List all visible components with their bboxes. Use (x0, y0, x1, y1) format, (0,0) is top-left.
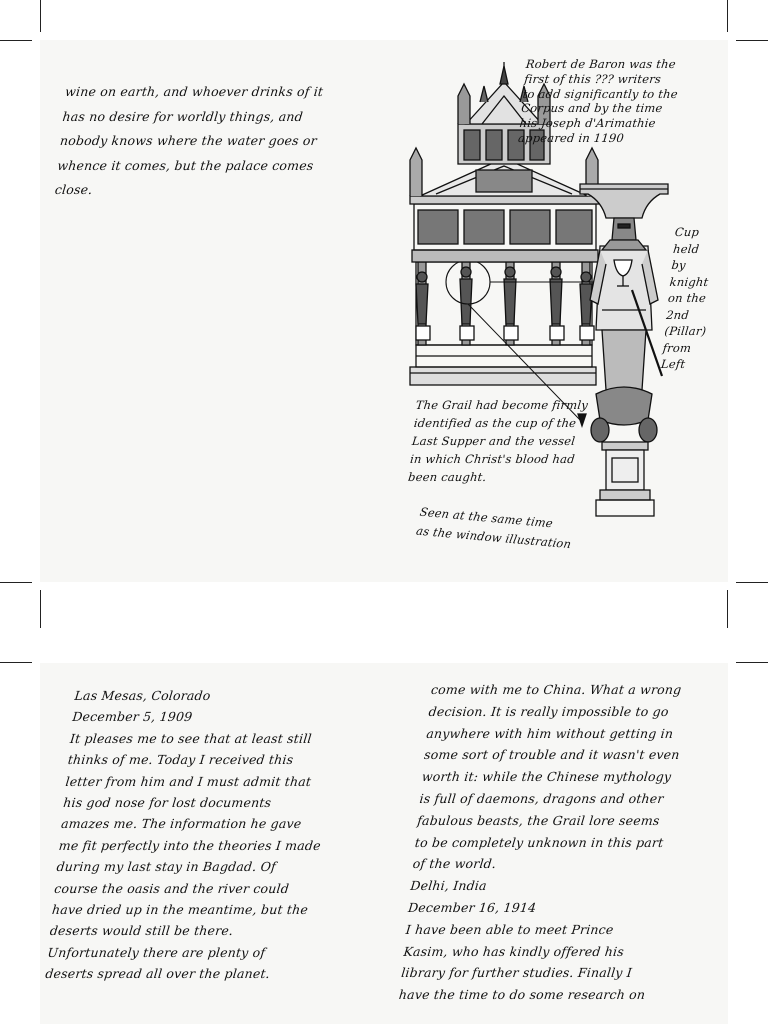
note-seen-same-time: Seen at the same time as the window illustration (415, 504, 573, 552)
crop-mark (727, 0, 728, 32)
note-cup-held-by-knight: Cup held by knight on the 2nd (Pillar) from Left (660, 225, 710, 371)
diary-entry-las-mesas: Las Mesas, Colorado December 5, 1909 It pleases me to see that at least still thinks of me. Today I received this letter from him and I must admit that his god nose for lost documents amazes me. The information he gave me fit perfectly into the theories I made during my last stay in Bagdad. Of course the oasis and the river could have dried up in the meantime, but the deserts would still be there. Unfortunately there are plenty of deserts spread all over the planet. (44, 688, 322, 982)
crop-mark (736, 40, 768, 41)
diary-entry-china-delhi: come with me to China. What a wrong decision. It is really impossible to go anywhere with him without getting in some sort of trouble and it wasn't even worth it: while the Chinese mythology is full of daemons, dragons and other fabulous beasts, the Grail lore seems to be completely unknown in this part of the world. Delhi, India December 16, 1914 I have been able to meet Prince Kasim, who has kindly offered his library for further studies. Finally I have the time to do some research on (398, 682, 683, 1003)
diary-text-top: wine on earth, and whoever drinks of it has no desire for worldly things, and nobody knows where the water goes or whence it comes, but the palace comes close. (54, 84, 325, 197)
crop-mark (40, 590, 41, 628)
crop-mark (727, 590, 728, 628)
crop-mark (0, 40, 32, 41)
crop-mark (40, 0, 41, 32)
crop-mark (736, 582, 768, 583)
note-robert-de-baron: Robert de Baron was the first of this ??? writers to add significantly to the Corpus and by the time his Joseph d'Arimathie appeared in 1190 (517, 57, 679, 145)
crop-mark (736, 662, 768, 663)
diary-page-top (40, 40, 728, 582)
crop-mark (0, 582, 32, 583)
note-grail-cup: The Grail had become firmly identified as the cup of the Last Supper and the vessel in which Christ's blood had been caught. (407, 398, 589, 484)
crop-mark (0, 662, 32, 663)
diary-page-bottom (40, 663, 728, 1024)
